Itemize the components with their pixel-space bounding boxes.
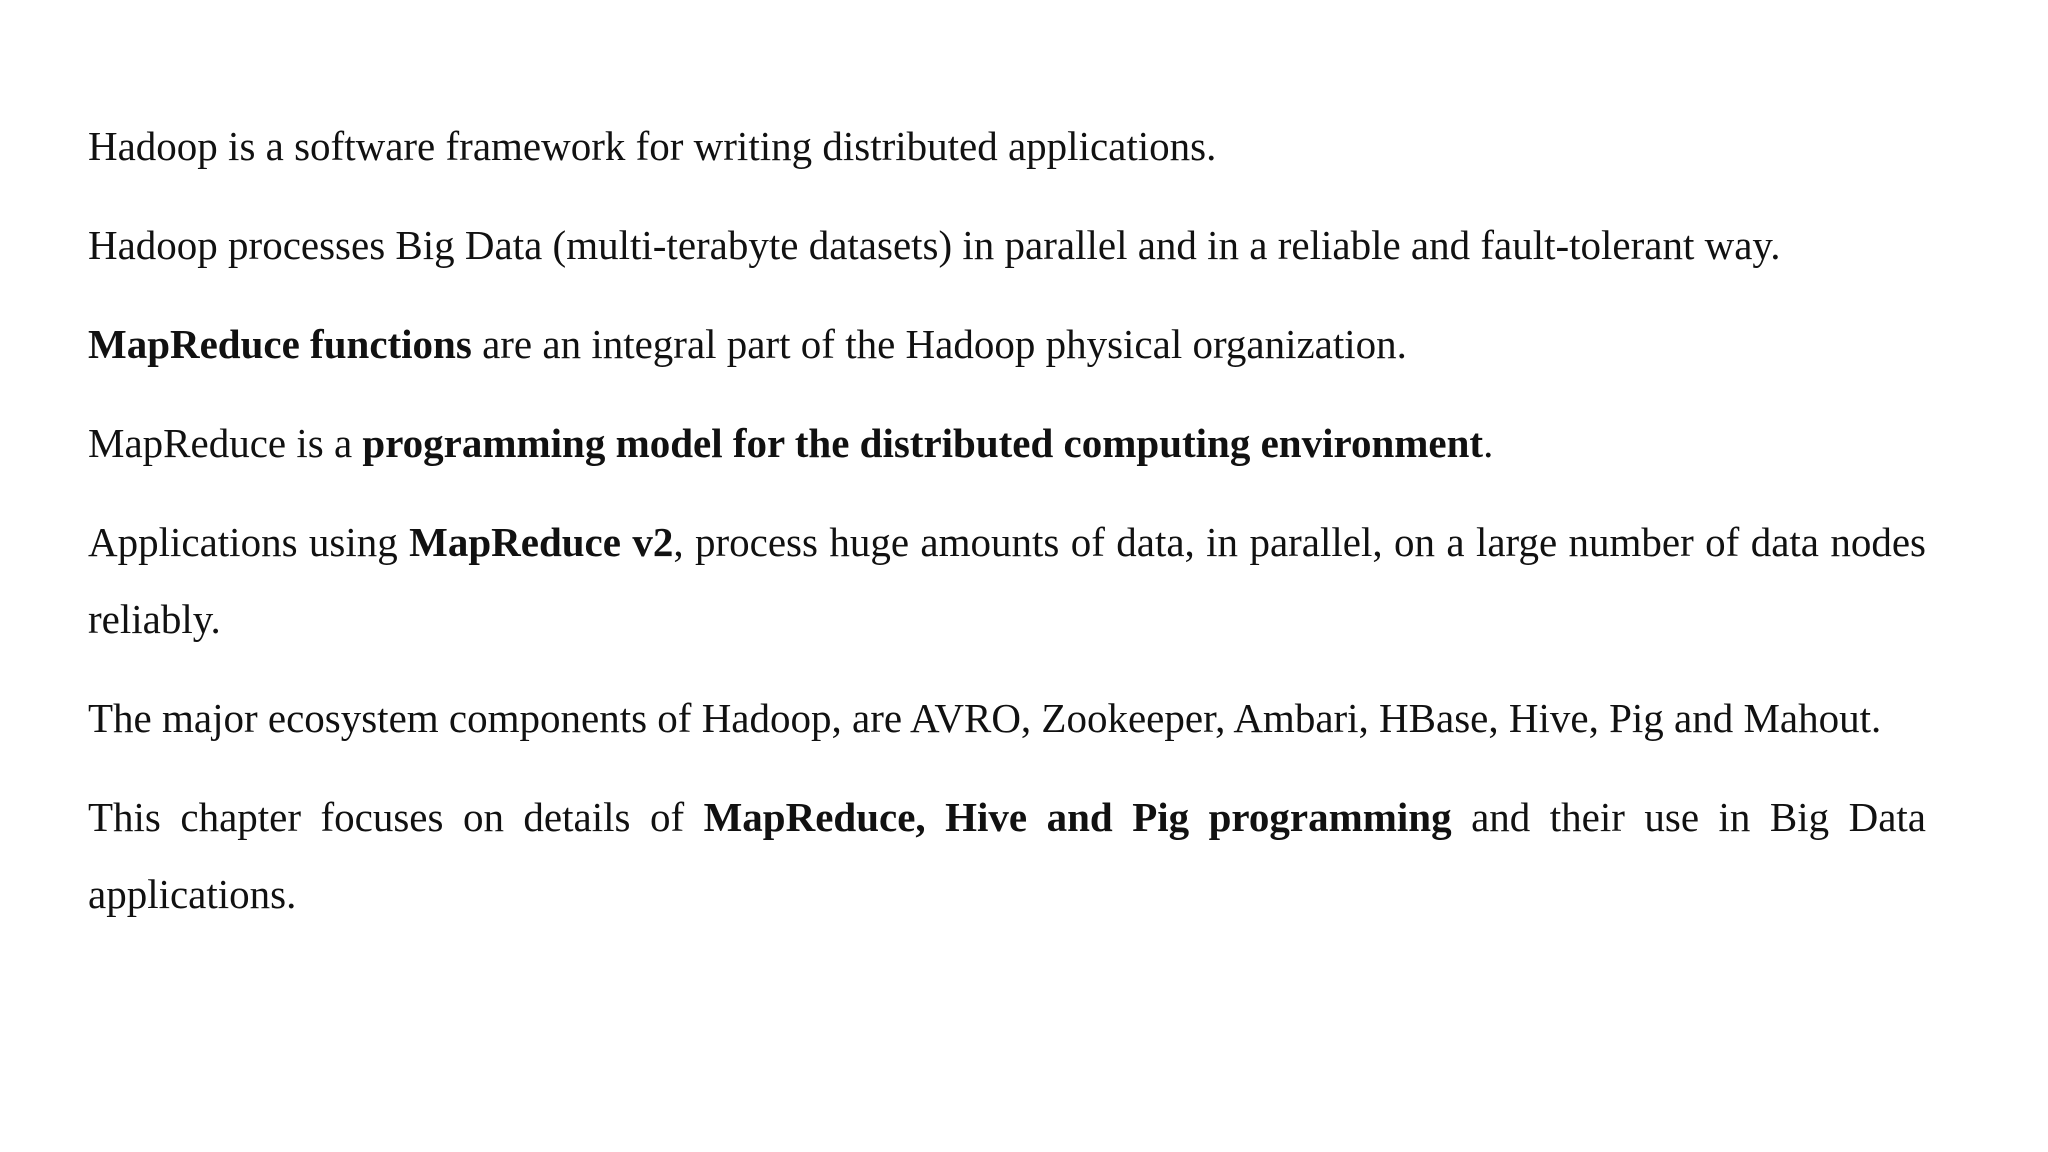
text-segment: , process huge amounts of data, in parallel, on a large number of data nodes reliably. xyxy=(88,519,1927,642)
text-segment: Hadoop is a software framework for writing distributed applications. xyxy=(88,123,1217,169)
bold-text-segment: MapReduce functions xyxy=(88,321,472,367)
document-body xyxy=(88,108,1926,955)
paragraph-mapreduce-model xyxy=(88,405,1926,482)
bold-text-segment: programming model for the distributed computing environment xyxy=(362,420,1484,466)
text-segment: are an integral part of the Hadoop physical organization. xyxy=(471,321,1407,367)
paragraph-hadoop-definition xyxy=(88,108,1926,185)
paragraph-ecosystem-components xyxy=(88,680,1926,757)
bold-text-segment: MapReduce, Hive and Pig programming xyxy=(703,794,1452,840)
paragraph-mapreduce-functions xyxy=(88,306,1926,383)
text-segment: Applications using xyxy=(88,519,410,565)
paragraph-chapter-focus xyxy=(88,779,1926,933)
paragraph-mapreduce-v2 xyxy=(88,504,1926,658)
text-segment: The major ecosystem components of Hadoop, are AVRO, Zookeeper, Ambari, HBase, Hive, Pig and Mahout. xyxy=(88,695,1882,741)
text-segment: This chapter focuses on details of xyxy=(88,794,704,840)
bold-text-segment: MapReduce v2 xyxy=(409,519,674,565)
text-segment: . xyxy=(1483,420,1494,466)
text-segment: Hadoop processes Big Data (multi-terabyte datasets) in parallel and in a reliable and fault-tolerant way. xyxy=(88,222,1781,268)
text-segment: MapReduce is a xyxy=(88,420,363,466)
paragraph-hadoop-processing xyxy=(88,207,1926,284)
text-segment: and their use in Big Data applications. xyxy=(88,794,1926,917)
